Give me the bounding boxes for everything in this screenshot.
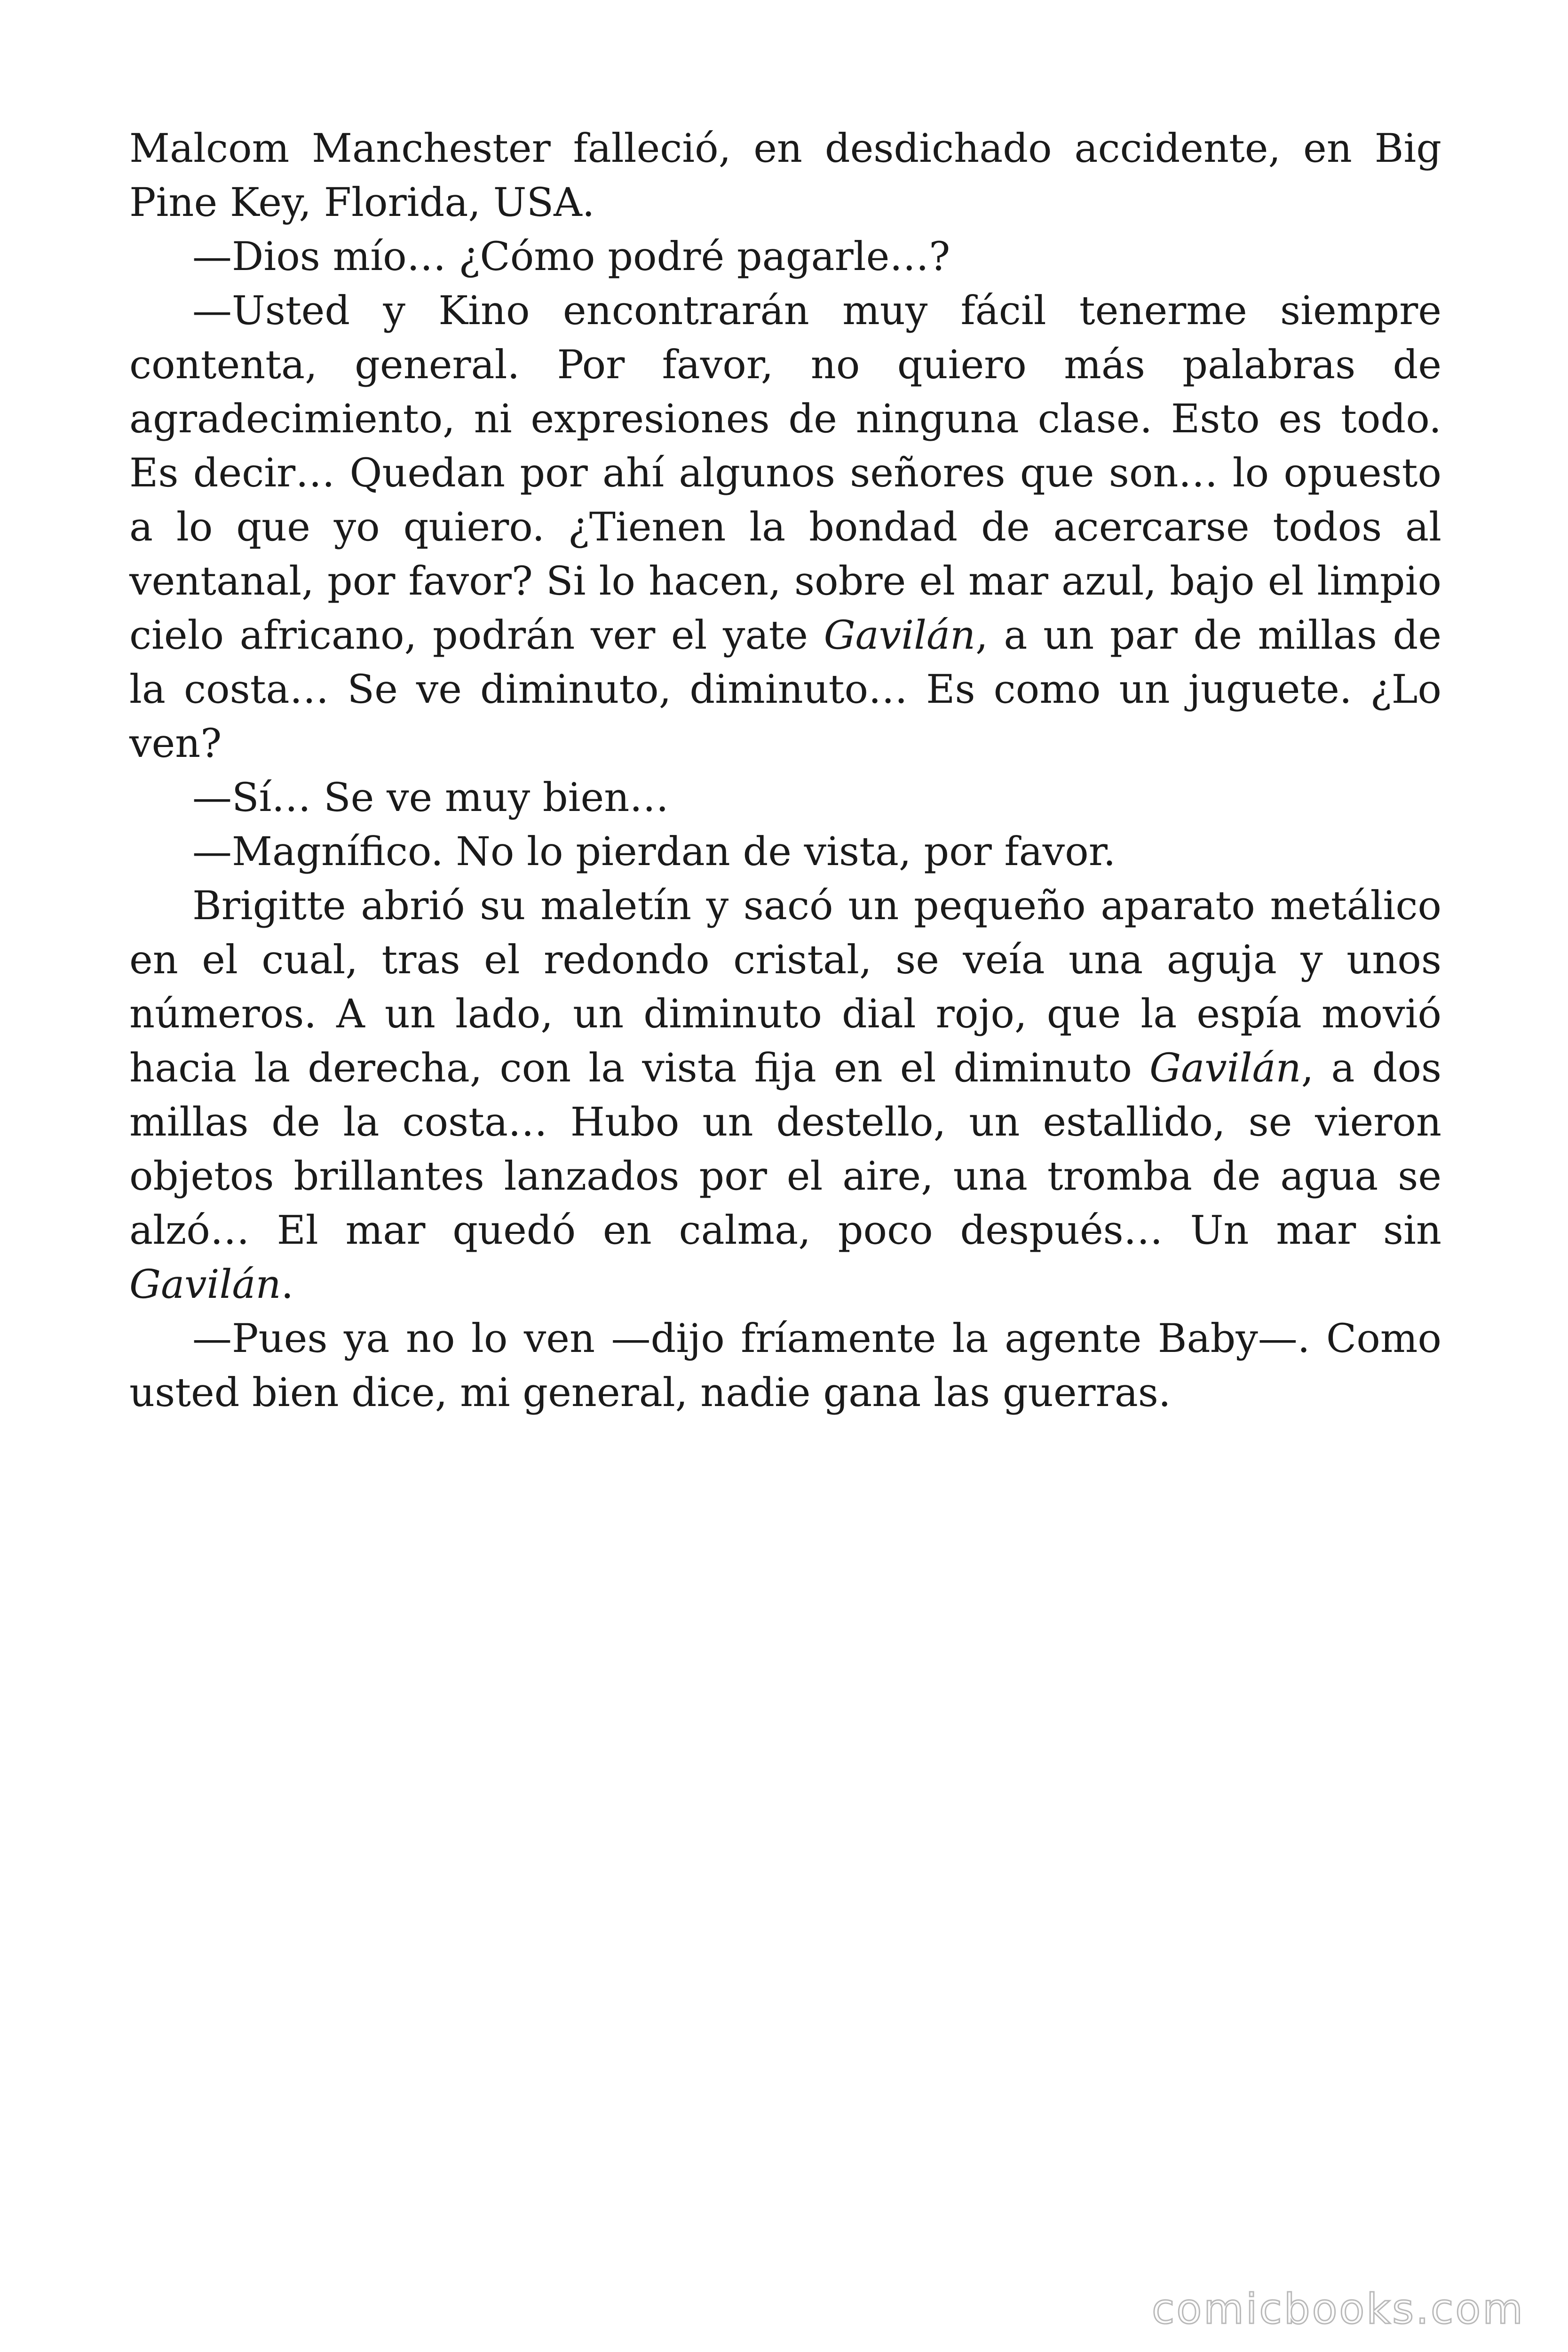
text-run: —Usted y Kino encontrarán muy fácil tenerme siempre contenta, general. Por favor, no quiero más palabras de agradecimiento, ni expresiones de ninguna clase. Esto es todo. Es decir… Quedan por ahí algunos señores que son… lo opuesto a lo que yo quiero. ¿Tienen la bondad de acercarse todos al ventanal, por favor? Si lo hacen, sobre el mar azul, bajo el limpio cielo africano, podrán ver el yate	[129, 287, 1441, 658]
paragraph	[129, 825, 1441, 879]
text-run: Malcom Manchester falleció, en desdichado accidente, en Big Pine Key, Florida, USA.	[129, 125, 1441, 225]
italic-ship-name: Gavilán	[824, 612, 976, 658]
body-text	[129, 121, 1441, 1420]
text-run: , a dos millas de la costa… Hubo un destello, un estallido, se vieron objetos brillantes lanzados por el aire, una tromba de agua se alzó… El mar quedó en calma, poco después… Un mar sin	[129, 1045, 1442, 1253]
text-run: .	[281, 1261, 294, 1307]
text-run: Brigitte abrió su maletín y sacó un pequeño aparato metálico en el cual, tras el redondo cristal, se veía una aguja y unos números. A un lado, un diminuto dial rojo, que la espía movió hacia la derecha, con la vista fija en el diminuto	[129, 882, 1441, 1091]
text-run: —Sí… Se ve muy bien…	[192, 774, 669, 820]
text-run: —Pues ya no lo ven —dijo fríamente la agente Baby—. Como usted bien dice, mi general, nadie gana las guerras.	[129, 1315, 1441, 1415]
paragraph	[129, 1311, 1441, 1420]
text-run: , a un par de millas de la costa… Se ve diminuto, diminuto… Es como un juguete. ¿Lo ven?	[129, 612, 1441, 766]
paragraph	[129, 879, 1441, 1311]
italic-ship-name: Gavilán	[1149, 1045, 1301, 1091]
watermark-logo: comicbooks.com	[1151, 2285, 1525, 2333]
paragraph	[129, 230, 1441, 284]
italic-ship-name: Gavilán	[129, 1261, 281, 1307]
text-run: —Dios mío… ¿Cómo podré pagarle…?	[192, 233, 950, 279]
paragraph	[129, 284, 1441, 771]
paragraph	[129, 121, 1441, 230]
paragraph	[129, 771, 1441, 825]
text-run: —Magnífico. No lo pierdan de vista, por favor.	[192, 828, 1116, 874]
